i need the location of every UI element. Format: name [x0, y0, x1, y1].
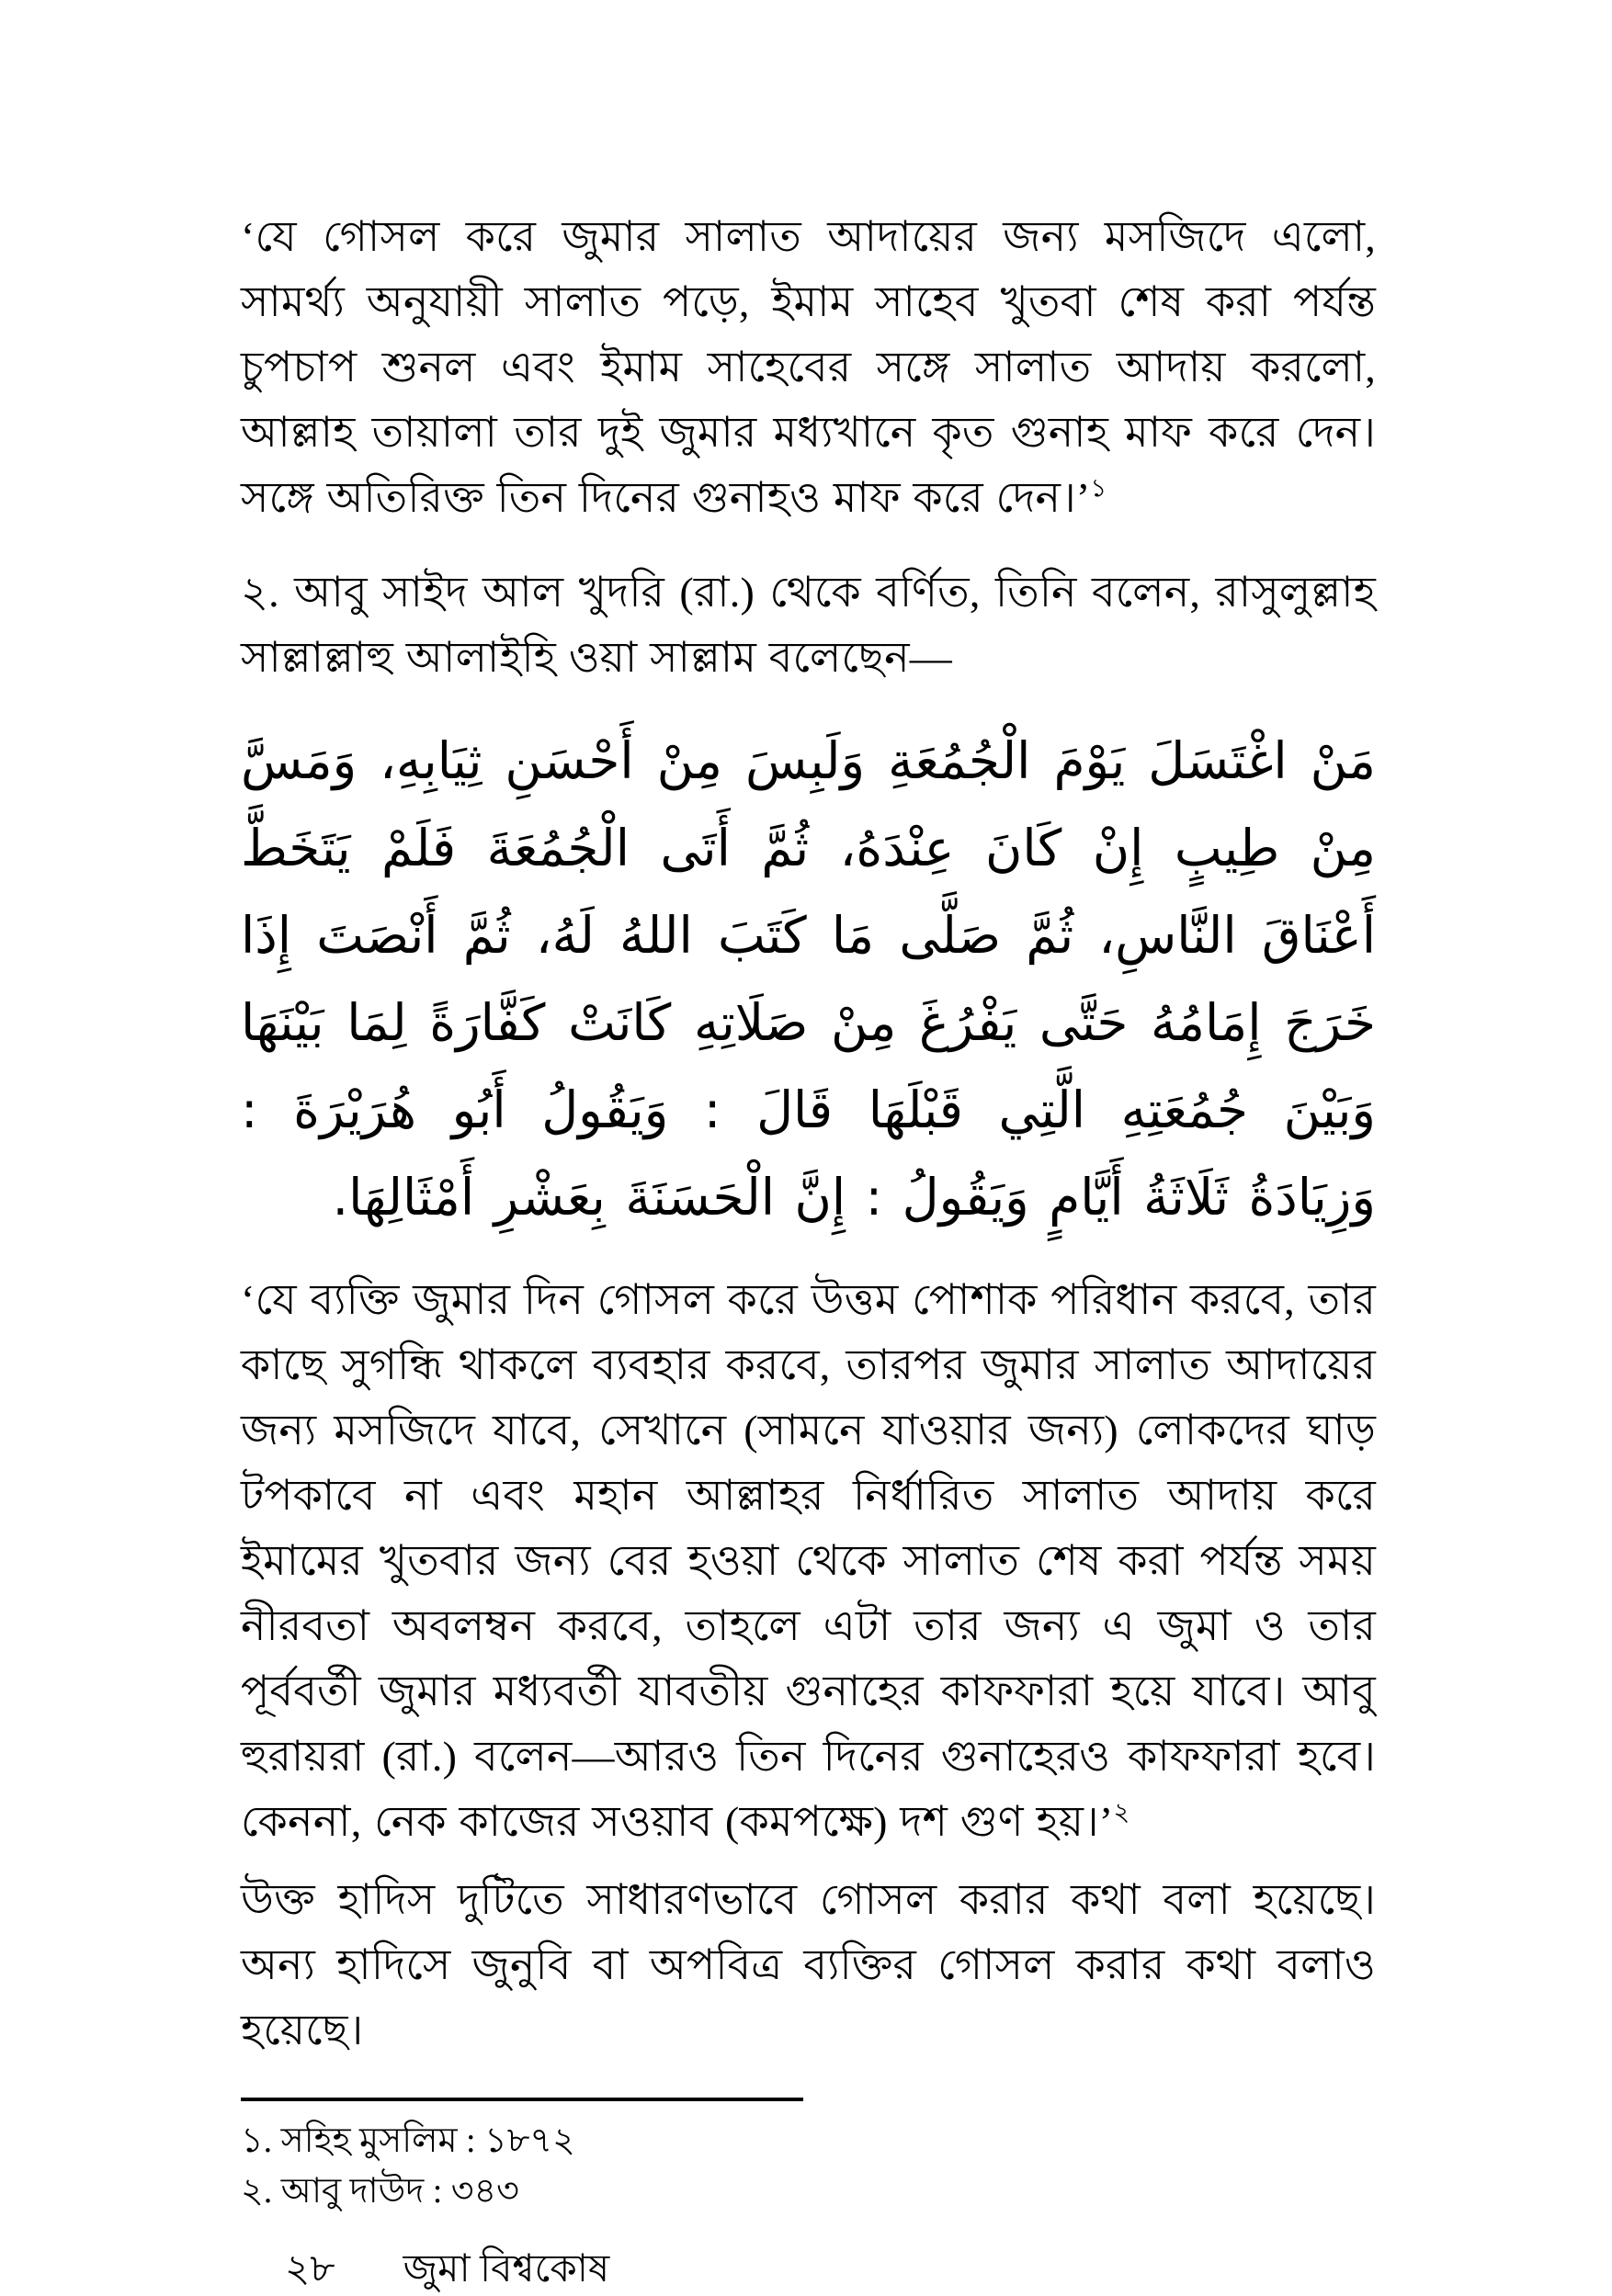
- paragraph-commentary: উক্ত হাদিস দুটিতে সাধারণভাবে গোসল করার কথা বলা হয়েছে। অন্য হাদিসে জুনুবি বা অপবিত্র ব্যক্তির গোসল করার কথা বলাও হয়েছে।: [241, 1876, 1376, 2053]
- paragraph-hadith2-narrator: ২. আবু সাইদ আল খুদরি (রা.) থেকে বর্ণিত, তিনি বলেন, রাসুলুল্লাহ সাল্লাল্লাহু আলাইহি ওয়া সাল্লাম বলেছেন—: [241, 569, 1376, 681]
- footnote-ref-1: ১: [1090, 473, 1107, 503]
- paragraph-hadith1-translation: [241, 204, 1376, 530]
- footnote-2: ২. আবু দাউদ : ৩৪৩: [241, 2172, 519, 2211]
- hadith2-translation-text: ‘যে ব্যক্তি জুমার দিন গোসল করে উত্তম পোশাক পরিধান করবে, তার কাছে সুগন্ধি থাকলে ব্যবহার করবে, তারপর জুমার সালাত আদায়ের জন্য মসজিদে যাবে, সেখানে (সামনে যাওয়ার জন্য) লোকদের ঘাড় টপকাবে না এবং মহান আল্লাহর নির্ধারিত সালাত আদায় করে ইমামের খুতবার জন্য বের হওয়া থেকে সালাত শেষ করা পর্যন্ত সময় নীরবতা অবলম্বন করবে, তাহলে এটা তার জন্য এ জুমা ও তার পূর্ববর্তী জুমার মধ্যবর্তী যাবতীয় গুনাহের কাফফারা হয়ে যাবে। আবু হুরায়রা (রা.) বলেন—আরও তিন দিনের গুনাহেরও কাফফারা হবে। কেননা, নেক কাজের সওয়াব (কমপক্ষে) দশ গুণ হয়।’: [241, 1276, 1376, 1845]
- page-footer: [241, 2243, 1376, 2296]
- text-block: [241, 0, 1376, 2296]
- footnote-ref-2: ২: [1113, 1797, 1130, 1827]
- arabic-hadith-text: مَنْ اغْتَسَلَ يَوْمَ الْجُمُعَةِ وَلَبِسَ مِنْ أَحْسَنِ ثِيَابِهِ، وَمَسَّ مِنْ طِيبٍ إِنْ كَانَ عِنْدَهُ، ثُمَّ أَتَى الْجُمُعَةَ فَلَمْ يَتَخَطَّ أَعْنَاقَ النَّاسِ، ثُمَّ صَلَّى مَا كَتَبَ اللهُ لَهُ، ثُمَّ أَنْصَتَ إِذَا خَرَجَ إِمَامُهُ حَتَّى يَفْرُغَ مِنْ صَلَاتِهِ كَانَتْ كَفَّارَةً لِمَا بَيْنَهَا وَبَيْنَ جُمُعَتِهِ الَّتِي قَبْلَهَا قَالَ : وَيَقُولُ أَبُو هُرَيْرَةَ : وَزِيَادَةُ ثَلَاثَةُ أَيَّامٍ وَيَقُولُ : إِنَّ الْحَسَنَةَ بِعَشْرِ أَمْثَالِهَا.: [241, 731, 1376, 1227]
- footnote-separator-rule: [241, 2098, 803, 2101]
- footnotes-section: [241, 2116, 1376, 2217]
- book-title: জুমা বিশ্বকোষ: [403, 2248, 610, 2290]
- footnote-1: ১. সহিহ মুসলিম : ১৮৭২: [241, 2121, 575, 2160]
- page-number: ২৮: [285, 2248, 335, 2290]
- hadith1-translation-text: ‘যে গোসল করে জুমার সালাত আদায়ের জন্য মসজিদে এলো, সামর্থ্য অনুযায়ী সালাত পড়ে, ইমাম সাহেব খুতবা শেষ করা পর্যন্ত চুপচাপ শুনল এবং ইমাম সাহেবের সঙ্গে সালাত আদায় করলো, আল্লাহ তায়ালা তার দুই জুমার মধ্যখানে কৃত গুনাহ মাফ করে দেন। সঙ্গে অতিরিক্ত তিন দিনের গুনাহও মাফ করে দেন।’: [241, 213, 1376, 521]
- paragraph-hadith2-translation: [241, 1267, 1376, 1854]
